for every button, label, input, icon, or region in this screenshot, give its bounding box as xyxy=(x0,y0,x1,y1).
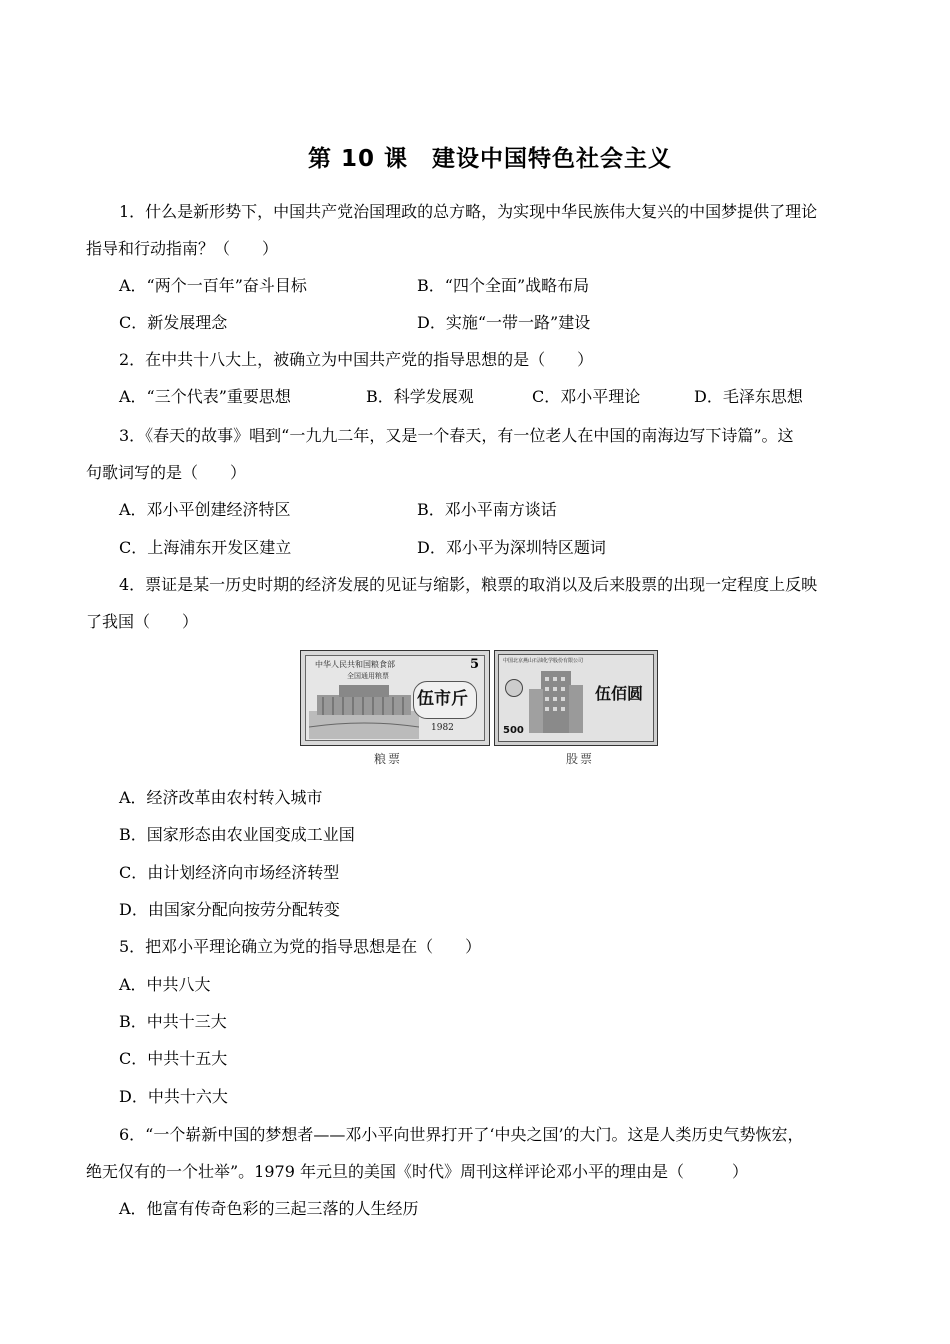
question-4-stem: 4．票证是某一历史时期的经济发展的见证与缩影，粮票的取消以及后来股票的出现一定程度上反映 xyxy=(119,575,818,594)
question-2-option-b: B．科学发展观 xyxy=(366,387,474,406)
question-3-option-b: B．邓小平南方谈话 xyxy=(417,500,557,519)
question-4-option-d: D．由国家分配向按劳分配转变 xyxy=(119,900,340,919)
question-1-option-a: A．“两个一百年”奋斗目标 xyxy=(119,276,307,295)
question-5-stem: 5．把邓小平理论确立为党的指导思想是在（ ） xyxy=(119,937,482,956)
question-4-option-a: A．经济改革由农村转入城市 xyxy=(119,788,323,807)
stock-ticket-number: 500 xyxy=(503,725,524,736)
question-3-stem: 3．《春天的故事》唱到“一九九二年，又是一个春天，有一位老人在中国的南海边写下诗篇”。这 xyxy=(119,426,794,445)
stock-ticket-emblem xyxy=(505,679,523,697)
question-3-option-a: A．邓小平创建经济特区 xyxy=(119,500,291,519)
question-6-option-a: A．他富有传奇色彩的三起三落的人生经历 xyxy=(119,1199,419,1218)
question-5-option-b: B．中共十三大 xyxy=(119,1012,227,1031)
question-5-option-a: A．中共八大 xyxy=(119,975,211,994)
grain-ticket-image xyxy=(300,650,490,746)
ticket-figure xyxy=(300,650,717,770)
question-1-stem-cont: 指导和行动指南？（ ） xyxy=(86,239,279,258)
stock-ticket-image xyxy=(494,650,658,746)
grain-ticket-value: 伍市斤 xyxy=(417,689,468,709)
stock-building-illustration xyxy=(527,667,587,739)
grain-ticket-corner: 5 xyxy=(469,657,479,672)
question-2-option-c: C．邓小平理论 xyxy=(532,387,641,406)
question-4-option-b: B．国家形态由农业国变成工业国 xyxy=(119,825,355,844)
grain-ticket-header: 中华人民共和国粮食部 xyxy=(315,660,395,669)
grain-building-illustration xyxy=(309,681,419,739)
question-1-option-b: B．“四个全面”战略布局 xyxy=(417,276,590,295)
question-6-stem: 6．“一个崭新中国的梦想者——邓小平向世界打开了‘中央之国’的大门。这是人类历史气势恢宏， xyxy=(119,1125,804,1144)
question-1-option-d: D．实施“一带一路”建设 xyxy=(417,313,591,332)
question-3-stem-cont: 句歌词写的是（ ） xyxy=(86,463,247,482)
grain-ticket-subheader: 全国通用粮票 xyxy=(347,672,389,680)
question-4-option-c: C．由计划经济向市场经济转型 xyxy=(119,863,340,882)
question-1-option-c: C．新发展理念 xyxy=(119,313,228,332)
stock-ticket-value: 伍佰圆 xyxy=(595,684,644,703)
question-2-option-d: D．毛泽东思想 xyxy=(694,387,803,406)
question-5-option-d: D．中共十六大 xyxy=(119,1087,228,1106)
grain-ticket-year: 1982 xyxy=(431,723,454,733)
question-2-stem: 2．在中共十八大上，被确立为中国共产党的指导思想的是（ ） xyxy=(119,350,594,369)
stock-ticket-caption: 股票 xyxy=(566,752,595,766)
grain-ticket-caption: 粮票 xyxy=(374,752,403,766)
question-6-stem-cont: 绝无仅有的一个壮举”。1979 年元旦的美国《时代》周刊这样评论邓小平的理由是（ ） xyxy=(86,1162,748,1181)
question-3-option-c: C．上海浦东开发区建立 xyxy=(119,538,292,557)
question-5-option-c: C．中共十五大 xyxy=(119,1049,228,1068)
question-3-option-d: D．邓小平为深圳特区题词 xyxy=(417,538,606,557)
page-title: 第 10 课 建设中国特色社会主义 xyxy=(307,146,673,172)
question-2-option-a: A．“三个代表”重要思想 xyxy=(119,387,291,406)
question-1-stem: 1．什么是新形势下，中国共产党治国理政的总方略，为实现中华民族伟大复兴的中国梦提供了理论 xyxy=(119,202,818,221)
question-4-stem-cont: 了我国（ ） xyxy=(86,612,199,631)
stock-ticket-header: 中国北京燕山石油化学股份有限公司 xyxy=(503,658,584,664)
